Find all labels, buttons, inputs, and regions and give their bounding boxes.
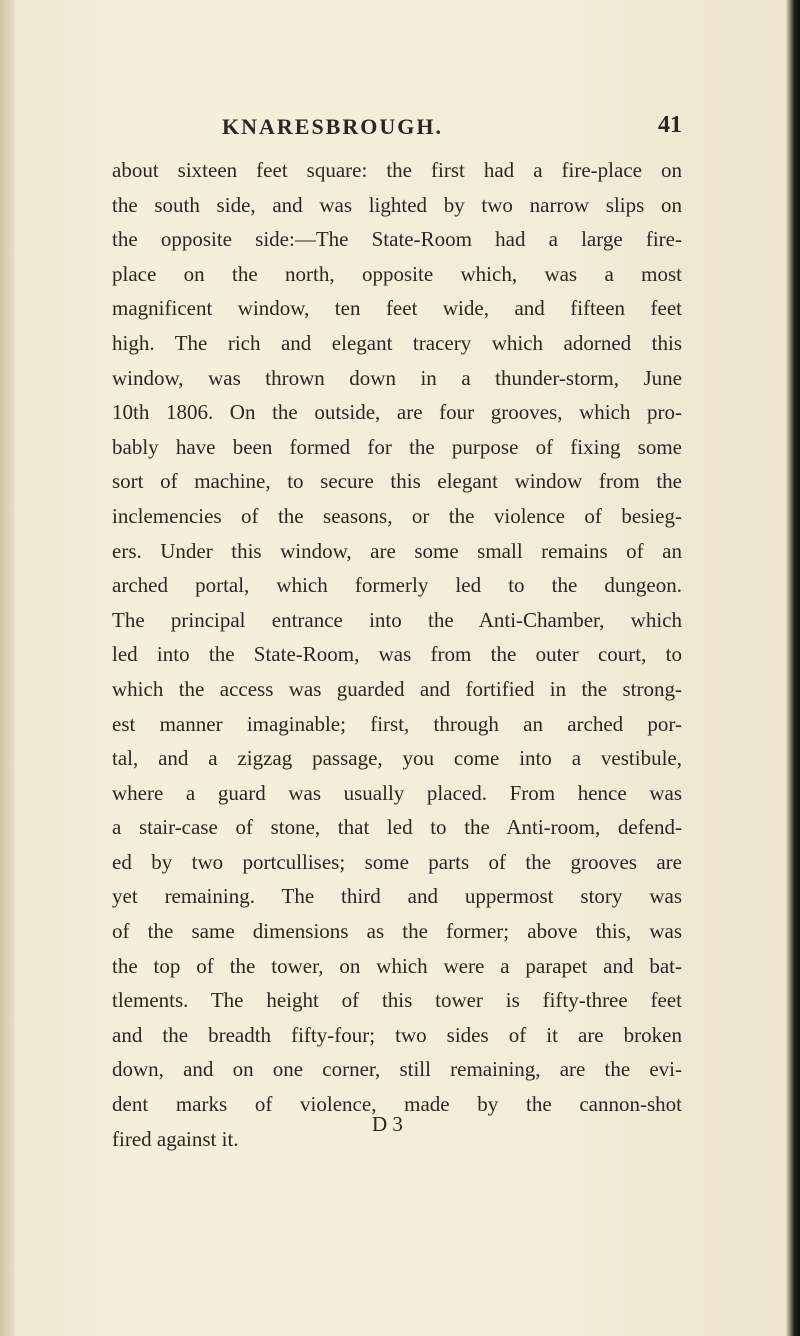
text-line: of the same dimensions as the former; above this, was bbox=[112, 919, 682, 944]
text-line: a stair-case of stone, that led to the Anti-room, defend- bbox=[112, 815, 682, 840]
text-line: dent marks of violence, made by the cannon-shot bbox=[112, 1092, 682, 1117]
signature-mark: D 3 bbox=[372, 1112, 403, 1136]
text-line: the top of the tower, on which were a parapet and bat- bbox=[112, 953, 682, 978]
text-line: tlements. The height of this tower is fifty-three feet bbox=[112, 988, 682, 1013]
text-line: and the breadth fifty-four; two sides of it are broken bbox=[112, 1022, 682, 1047]
text-line: ers. Under this window, are some small remains of an bbox=[112, 538, 682, 563]
page-right-edge bbox=[786, 0, 800, 1336]
text-line: The principal entrance into the Anti-Chamber, which bbox=[112, 607, 682, 632]
text-line: down, and on one corner, still remaining, are the evi- bbox=[112, 1057, 682, 1082]
text-line: yet remaining. The third and uppermost story was bbox=[112, 884, 682, 909]
text-line: the opposite side:—The State-Room had a large fire- bbox=[112, 227, 682, 252]
text-line: place on the north, opposite which, was a most bbox=[112, 261, 682, 286]
text-line: tal, and a zigzag passage, you come into a vestibule, bbox=[112, 746, 682, 771]
text-line: est manner imaginable; first, through an arched por- bbox=[112, 711, 682, 736]
text-line: high. The rich and elegant tracery which adorned this bbox=[112, 330, 682, 355]
text-line: window, was thrown down in a thunder-storm, June bbox=[112, 365, 682, 390]
running-head bbox=[222, 114, 682, 146]
body-text bbox=[112, 153, 682, 1156]
text-line: ed by two portcullises; some parts of the grooves are bbox=[112, 849, 682, 874]
running-head-title: KNARESBROUGH. bbox=[222, 114, 443, 139]
text-line: arched portal, which formerly led to the dungeon. bbox=[112, 573, 682, 598]
page-number: 41 bbox=[658, 112, 682, 138]
page-left-edge bbox=[0, 0, 14, 1336]
text-line: where a guard was usually placed. From hence was bbox=[112, 780, 682, 805]
text-line: magnificent window, ten feet wide, and fifteen feet bbox=[112, 296, 682, 321]
text-line: bably have been formed for the purpose of fixing some bbox=[112, 434, 682, 459]
text-line: fired against it. bbox=[112, 1126, 239, 1151]
text-line: sort of machine, to secure this elegant window from the bbox=[112, 469, 682, 494]
text-line: 10th 1806. On the outside, are four grooves, which pro- bbox=[112, 400, 682, 425]
text-line: the south side, and was lighted by two narrow slips on bbox=[112, 192, 682, 217]
text-line: which the access was guarded and fortified in the strong- bbox=[112, 676, 682, 701]
text-line: inclemencies of the seasons, or the violence of besieg- bbox=[112, 503, 682, 528]
text-line: about sixteen feet square: the first had a fire-place on bbox=[112, 158, 682, 182]
text-line: led into the State-Room, was from the outer court, to bbox=[112, 642, 682, 667]
